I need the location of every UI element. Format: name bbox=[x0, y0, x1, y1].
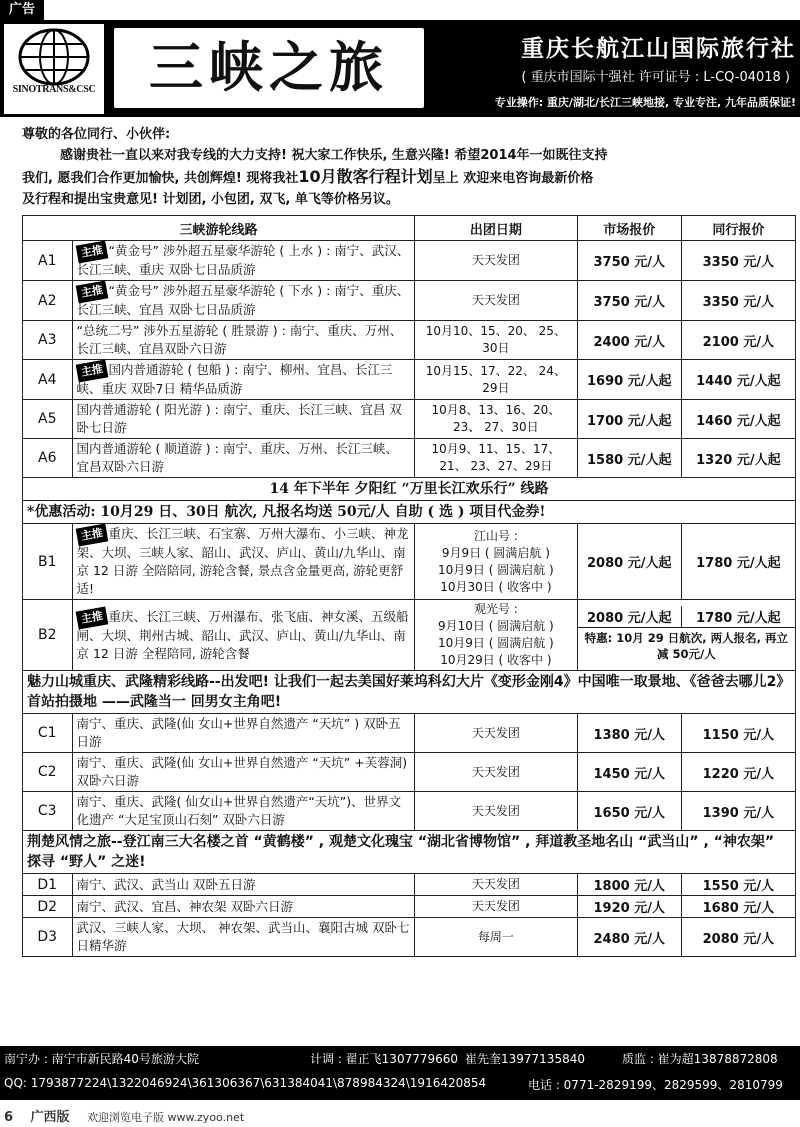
group-b bbox=[23, 524, 796, 671]
departure-date: 天天发团 bbox=[415, 792, 578, 831]
featured-badge: 主推 bbox=[75, 241, 108, 264]
route-desc bbox=[72, 241, 415, 281]
route-desc-text: “总统二号” 涉外五星游轮 ( 胜景游 ) : 南宁、重庆、万州、长江三峡、宜昌双卧六日游 bbox=[76, 323, 403, 356]
table-row bbox=[23, 400, 796, 439]
market-price: 1580 元/人起 bbox=[577, 439, 681, 478]
route-desc bbox=[72, 400, 415, 439]
peer-price: 1780 元/人起 bbox=[681, 524, 795, 600]
date-line: 观光号 : bbox=[473, 602, 518, 616]
route-desc-text: 武汉、三峡人家、大坝、 神农架、武当山、襄阳古城 双卧七日精华游 bbox=[76, 920, 410, 953]
route-desc-text: 重庆、长江三峡、万州瀑布、张飞庙、神女溪、五级船闸、大坝、荆州古城、韶山、武汉、庐山、黄山/九华山、南京 12 日游 全程陪同, 游轮含餐 bbox=[76, 608, 409, 661]
featured-badge: 主推 bbox=[75, 360, 108, 383]
date-line: 江山号 : bbox=[473, 528, 518, 543]
route-desc-text: 重庆、长江三峡、石宝寨、万州大瀑布、小三峡、神龙架、大坝、三峡人家、韶山、武汉、庐山、黄山/九华山、南京 12 日游 全陪陪同, 游轮含餐, 景点含金量更高, 游轮更舒适! bbox=[76, 526, 409, 596]
intro-line3: 及行程和提出宝贵意见! 计划团, 小包团, 双飞, 单飞等价格另议。 bbox=[22, 192, 399, 207]
market-price: 2400 元/人 bbox=[577, 321, 681, 360]
date-line: 9月9日 ( 圆满启航 ) bbox=[441, 545, 550, 560]
peer-price: 1550 元/人 bbox=[681, 874, 795, 896]
header-market: 市场报价 bbox=[577, 216, 681, 241]
footer-office: 南宁办 : 南宁市新民路40号旅游大院 bbox=[4, 1052, 199, 1066]
group-d-title-row bbox=[23, 831, 796, 874]
peer-price: 1440 元/人起 bbox=[681, 360, 795, 400]
peer-price-value: 1780 元/人起 bbox=[681, 606, 795, 628]
route-desc bbox=[72, 918, 415, 957]
edition: 广西版 bbox=[30, 1110, 70, 1125]
footer-contact2: 崔先奎13977135840 bbox=[465, 1052, 585, 1066]
table-row bbox=[23, 321, 796, 360]
featured-badge: 主推 bbox=[75, 606, 108, 629]
departure-date: 天天发团 bbox=[415, 874, 578, 896]
intro-highlight: 10月散客行程计划 bbox=[298, 167, 433, 186]
greeting: 尊敬的各位同行、小伙伴: bbox=[22, 127, 171, 142]
departure-date: 天天发团 bbox=[415, 753, 578, 792]
company-name: 重庆长航江山国际旅行社 bbox=[521, 36, 796, 62]
intro bbox=[22, 124, 792, 210]
market-price: 1450 元/人 bbox=[577, 753, 681, 792]
market-price: 1700 元/人起 bbox=[577, 400, 681, 439]
departure-date: 10月8、13、16、20、23、 27、30日 bbox=[415, 400, 578, 439]
logo bbox=[4, 24, 104, 114]
route-desc-text: 南宁、武汉、武当山 双卧五日游 bbox=[76, 876, 256, 892]
route-code: D2 bbox=[23, 896, 73, 918]
table-row bbox=[23, 714, 796, 753]
route-code: C2 bbox=[23, 753, 73, 792]
route-desc-text: 国内普通游轮 ( 阳光游 ) : 南宁、重庆、长江三峡、宜昌 双卧七日游 bbox=[76, 402, 402, 435]
site-link[interactable]: 欢迎浏览电子版 www.zyoo.net bbox=[87, 1111, 245, 1124]
group-d-title: 荆楚风情之旅--登江南三大名楼之首 “黄鹤楼” , 观楚文化瑰宝 “湖北省博物馆” , 拜道教圣地名山 “武当山” , “神农架” 探寻 “野人” 之迷! bbox=[23, 831, 796, 874]
footer-phone: 电话 : 0771-2829199、2829599、2810799 bbox=[528, 1078, 783, 1092]
table-row bbox=[23, 918, 796, 957]
license: ( 重庆市国际十强社 许可证号 : L-CQ-04018 ) bbox=[521, 70, 790, 85]
peer-price: 3350 元/人 bbox=[681, 281, 795, 321]
table-row bbox=[23, 753, 796, 792]
table-row bbox=[23, 600, 796, 671]
market-price: 2080 元/人起 bbox=[577, 524, 681, 600]
intro-line2 bbox=[22, 166, 792, 189]
market-price bbox=[577, 600, 795, 671]
route-code: A4 bbox=[23, 360, 73, 400]
route-desc bbox=[72, 792, 415, 831]
peer-price: 1150 元/人 bbox=[681, 714, 795, 753]
market-price: 1800 元/人 bbox=[577, 874, 681, 896]
departure-date: 10月15、17、22、 24、 29日 bbox=[415, 360, 578, 400]
group-c bbox=[23, 714, 796, 831]
route-desc-text: 南宁、武汉、宜昌、神农架 双卧六日游 bbox=[76, 898, 293, 914]
footer-contact3: 质监 : 崔为超13878872808 bbox=[622, 1052, 778, 1066]
date-line: 9月10日 ( 圆满启航 ) bbox=[438, 619, 554, 633]
table-row bbox=[23, 524, 796, 600]
table-row bbox=[23, 792, 796, 831]
group-b-promo: *优惠活动: 10月29 日、30日 航次, 凡报名均送 50元/人 自助 ( 选 ) 项目代金券! bbox=[23, 501, 796, 524]
title-box bbox=[114, 28, 424, 108]
table-row bbox=[23, 241, 796, 281]
market-price: 3750 元/人 bbox=[577, 281, 681, 321]
intro-line2c: 呈上 欢迎来电咨询最新价格 bbox=[432, 171, 594, 186]
featured-badge: 主推 bbox=[75, 281, 108, 304]
peer-price: 2100 元/人 bbox=[681, 321, 795, 360]
intro-line1: 感谢贵社一直以来对我专线的大力支持! 祝大家工作快乐, 生意兴隆! 希望2014年一如既往支持 bbox=[60, 148, 608, 163]
table-row bbox=[23, 360, 796, 400]
intro-line2a: 我们, 愿我们合作更加愉快, 共创辉煌! 现将我社 bbox=[22, 171, 299, 186]
route-desc-text: “黄金号” 涉外超五星豪华游轮 ( 下水 ) : 南宁、重庆、长江三峡、宜昌 双卧七日品质游 bbox=[76, 283, 410, 317]
route-code: B1 bbox=[23, 524, 73, 600]
departure-date: 天天发团 bbox=[415, 281, 578, 321]
route-code: A5 bbox=[23, 400, 73, 439]
route-desc bbox=[72, 281, 415, 321]
date-line: 10月9日 ( 圆满启航 ) bbox=[438, 636, 554, 650]
route-code: B2 bbox=[23, 600, 73, 671]
special-offer: 特惠: 10月 29 日航次, 两人报名, 再立减 50元/人 bbox=[584, 631, 789, 661]
table-row bbox=[23, 874, 796, 896]
table-header bbox=[23, 216, 796, 241]
bottom-bar bbox=[4, 1106, 244, 1125]
route-desc bbox=[72, 360, 415, 400]
route-desc-text: “黄金号” 涉外超五星豪华游轮 ( 上水 ) : 南宁、武汉、长江三峡、重庆 双卧七日品质游 bbox=[76, 243, 410, 277]
departure-date bbox=[415, 524, 578, 600]
route-code: A3 bbox=[23, 321, 73, 360]
market-price: 2480 元/人 bbox=[577, 918, 681, 957]
route-code: C3 bbox=[23, 792, 73, 831]
page-title: 三峡之旅 bbox=[149, 36, 389, 99]
date-line: 10月9日 ( 圆满启航 ) bbox=[438, 562, 554, 577]
logo-text: SINOTRANS&CSC bbox=[12, 84, 96, 95]
route-desc bbox=[72, 753, 415, 792]
departure-date: 每周一 bbox=[415, 918, 578, 957]
footer-contact1: 计调 : 翟正飞1307779660 bbox=[310, 1052, 459, 1066]
table-row bbox=[23, 896, 796, 918]
table-row bbox=[23, 439, 796, 478]
market-price: 1920 元/人 bbox=[577, 896, 681, 918]
date-line: 10月30日 ( 收客中 ) bbox=[440, 579, 552, 594]
market-price: 1650 元/人 bbox=[577, 792, 681, 831]
route-table bbox=[22, 215, 796, 957]
route-desc-text: 南宁、重庆、武隆(仙 女山+世界自然遗产 “天坑” ) 双卧五日游 bbox=[76, 716, 401, 749]
route-desc bbox=[72, 524, 415, 600]
route-desc bbox=[72, 896, 415, 918]
group-b-promo-row bbox=[23, 501, 796, 524]
route-desc bbox=[72, 321, 415, 360]
group-a bbox=[23, 241, 796, 478]
header-date: 出团日期 bbox=[415, 216, 578, 241]
peer-price: 2080 元/人 bbox=[681, 918, 795, 957]
route-code: C1 bbox=[23, 714, 73, 753]
departure-date: 10月10、15、20、 25、 30日 bbox=[415, 321, 578, 360]
peer-price: 1390 元/人 bbox=[681, 792, 795, 831]
departure-date: 10月9、11、15、17、21、 23、27、29日 bbox=[415, 439, 578, 478]
slogan: 专业操作: 重庆/湖北/长江三峡地接, 专业专注, 九年品质保证! bbox=[494, 96, 796, 109]
peer-price: 1680 元/人 bbox=[681, 896, 795, 918]
route-desc bbox=[72, 600, 415, 671]
group-d bbox=[23, 874, 796, 957]
globe-icon bbox=[16, 28, 92, 86]
market-price-value: 2080 元/人起 bbox=[578, 606, 682, 628]
market-price: 1380 元/人 bbox=[577, 714, 681, 753]
route-desc-text: 国内普通游轮 ( 顺道游 ) : 南宁、重庆、万州、长江三峡、宜昌双卧六日游 bbox=[76, 441, 398, 474]
market-price: 3750 元/人 bbox=[577, 241, 681, 281]
date-line: 10月29日 ( 收客中 ) bbox=[440, 653, 552, 667]
route-code: D3 bbox=[23, 918, 73, 957]
ad-tag: 广告 bbox=[0, 0, 44, 20]
departure-date: 天天发团 bbox=[415, 896, 578, 918]
group-c-title: 魅力山城重庆、武隆精彩线路--出发吧! 让我们一起去美国好莱坞科幻大片《变形金刚4》中国唯一取景地、《爸爸去哪儿2》首站拍摄地 ——武隆当一 回男女主角吧! bbox=[23, 671, 796, 714]
route-desc bbox=[72, 439, 415, 478]
route-code: D1 bbox=[23, 874, 73, 896]
peer-price: 1320 元/人起 bbox=[681, 439, 795, 478]
group-b-title-row bbox=[23, 478, 796, 501]
footer-qq: QQ: 1793877224\1322046924\361306367\631384041\878984324\1916420854 bbox=[4, 1076, 487, 1090]
header-peer: 同行报价 bbox=[681, 216, 795, 241]
market-price: 1690 元/人起 bbox=[577, 360, 681, 400]
group-b-title: 14 年下半年 夕阳红 “万里长江欢乐行” 线路 bbox=[23, 478, 796, 501]
route-desc bbox=[72, 714, 415, 753]
peer-price: 3350 元/人 bbox=[681, 241, 795, 281]
route-code: A1 bbox=[23, 241, 73, 281]
departure-date: 天天发团 bbox=[415, 241, 578, 281]
route-code: A2 bbox=[23, 281, 73, 321]
route-code: A6 bbox=[23, 439, 73, 478]
route-desc bbox=[72, 874, 415, 896]
peer-price: 1460 元/人起 bbox=[681, 400, 795, 439]
departure-date: 天天发团 bbox=[415, 714, 578, 753]
featured-badge: 主推 bbox=[75, 524, 108, 547]
footer bbox=[0, 1046, 800, 1100]
departure-date bbox=[415, 600, 578, 671]
table-row bbox=[23, 281, 796, 321]
group-c-title-row bbox=[23, 671, 796, 714]
header-route: 三峡游轮线路 bbox=[23, 216, 415, 241]
page-number: 6 bbox=[4, 1110, 14, 1125]
route-desc-text: 南宁、重庆、武隆(仙 女山+世界自然遗产 “天坑” +芙蓉洞) 双卧六日游 bbox=[76, 755, 408, 788]
peer-price: 1220 元/人 bbox=[681, 753, 795, 792]
route-desc-text: 南宁、重庆、武隆( 仙女山+世界自然遗产“天坑”)、世界文化遗产 “大足宝顶山石刻” 双卧六日游 bbox=[76, 794, 402, 827]
route-desc-text: 国内普通游轮 ( 包船 ) : 南宁、柳州、宜昌、长江三峡、重庆 双卧7日 精华品质游 bbox=[76, 362, 393, 396]
